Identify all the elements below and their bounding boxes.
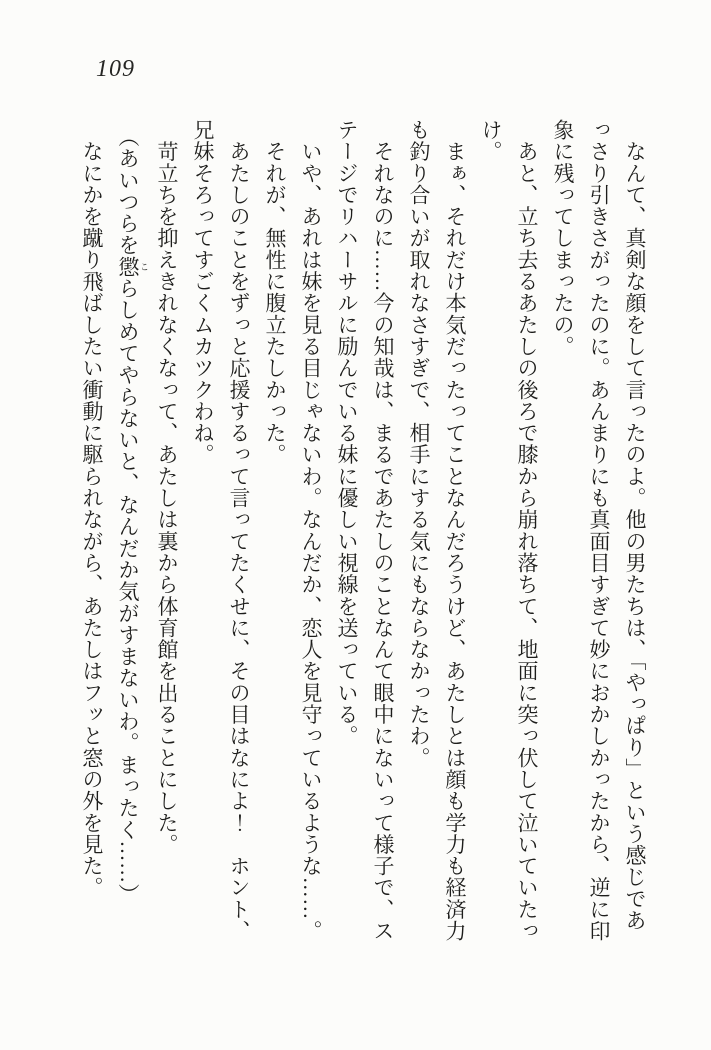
text-line: 象に残ってしまったの。 (551, 119, 575, 358)
text-line: テージでリハーサルに励んでいる妹に優しい視線を送っている。 (335, 119, 359, 747)
text-line: それなのに……今の知哉は、まるであたしのことなんて眼中にないって様子で、ス (371, 119, 395, 942)
text-line: も釣り合いが取れなさすぎで、相手にする気にもならなかったわ。 (407, 119, 431, 769)
text-block (74, 119, 653, 951)
page-number: 109 (96, 56, 135, 82)
text-line: なにかを蹴り飛ばしたい衝動に駆られながら、あたしはフッと窓の外を見た。 (80, 119, 104, 899)
text-line: 苛立ちを抑えきれなくなって、あたしは裏から体育館を出ることにした。 (155, 119, 179, 856)
text-line: あたしのことをずっと応援するって言ってたくせに、その目はなによ！ ホント、 (227, 119, 251, 942)
text-line: いや、あれは妹を見る目じゃないわ。なんだか、恋人を見守っているような……。 (299, 119, 323, 942)
text-line: （あいつらを懲 こらしめてやらないと、なんだか気がすまないわ。まったく……） (116, 126, 149, 906)
text-line: 兄妹そろってすごくムカツクわね。 (191, 119, 215, 466)
text-line: け。 (479, 119, 503, 163)
text-line: あと、立ち去るあたしの後ろで膝から崩れ落ちて、地面に突っ伏して泣いていたっ (515, 119, 539, 942)
text-line: それが、無性に腹立たしかった。 (263, 119, 287, 466)
text-line: っさり引きさがったのに。あんまりにも真面目すぎて妙におかしかったから、逆に印 (587, 119, 611, 942)
text-line: まぁ、それだけ本気だったってことなんだろうけど、あたしとは顔も学力も経済力 (443, 119, 467, 942)
text-line: なんて、真剣な顔をして言ったのよ。他の男たちは、「やっぱり」という感じであ (623, 119, 647, 932)
